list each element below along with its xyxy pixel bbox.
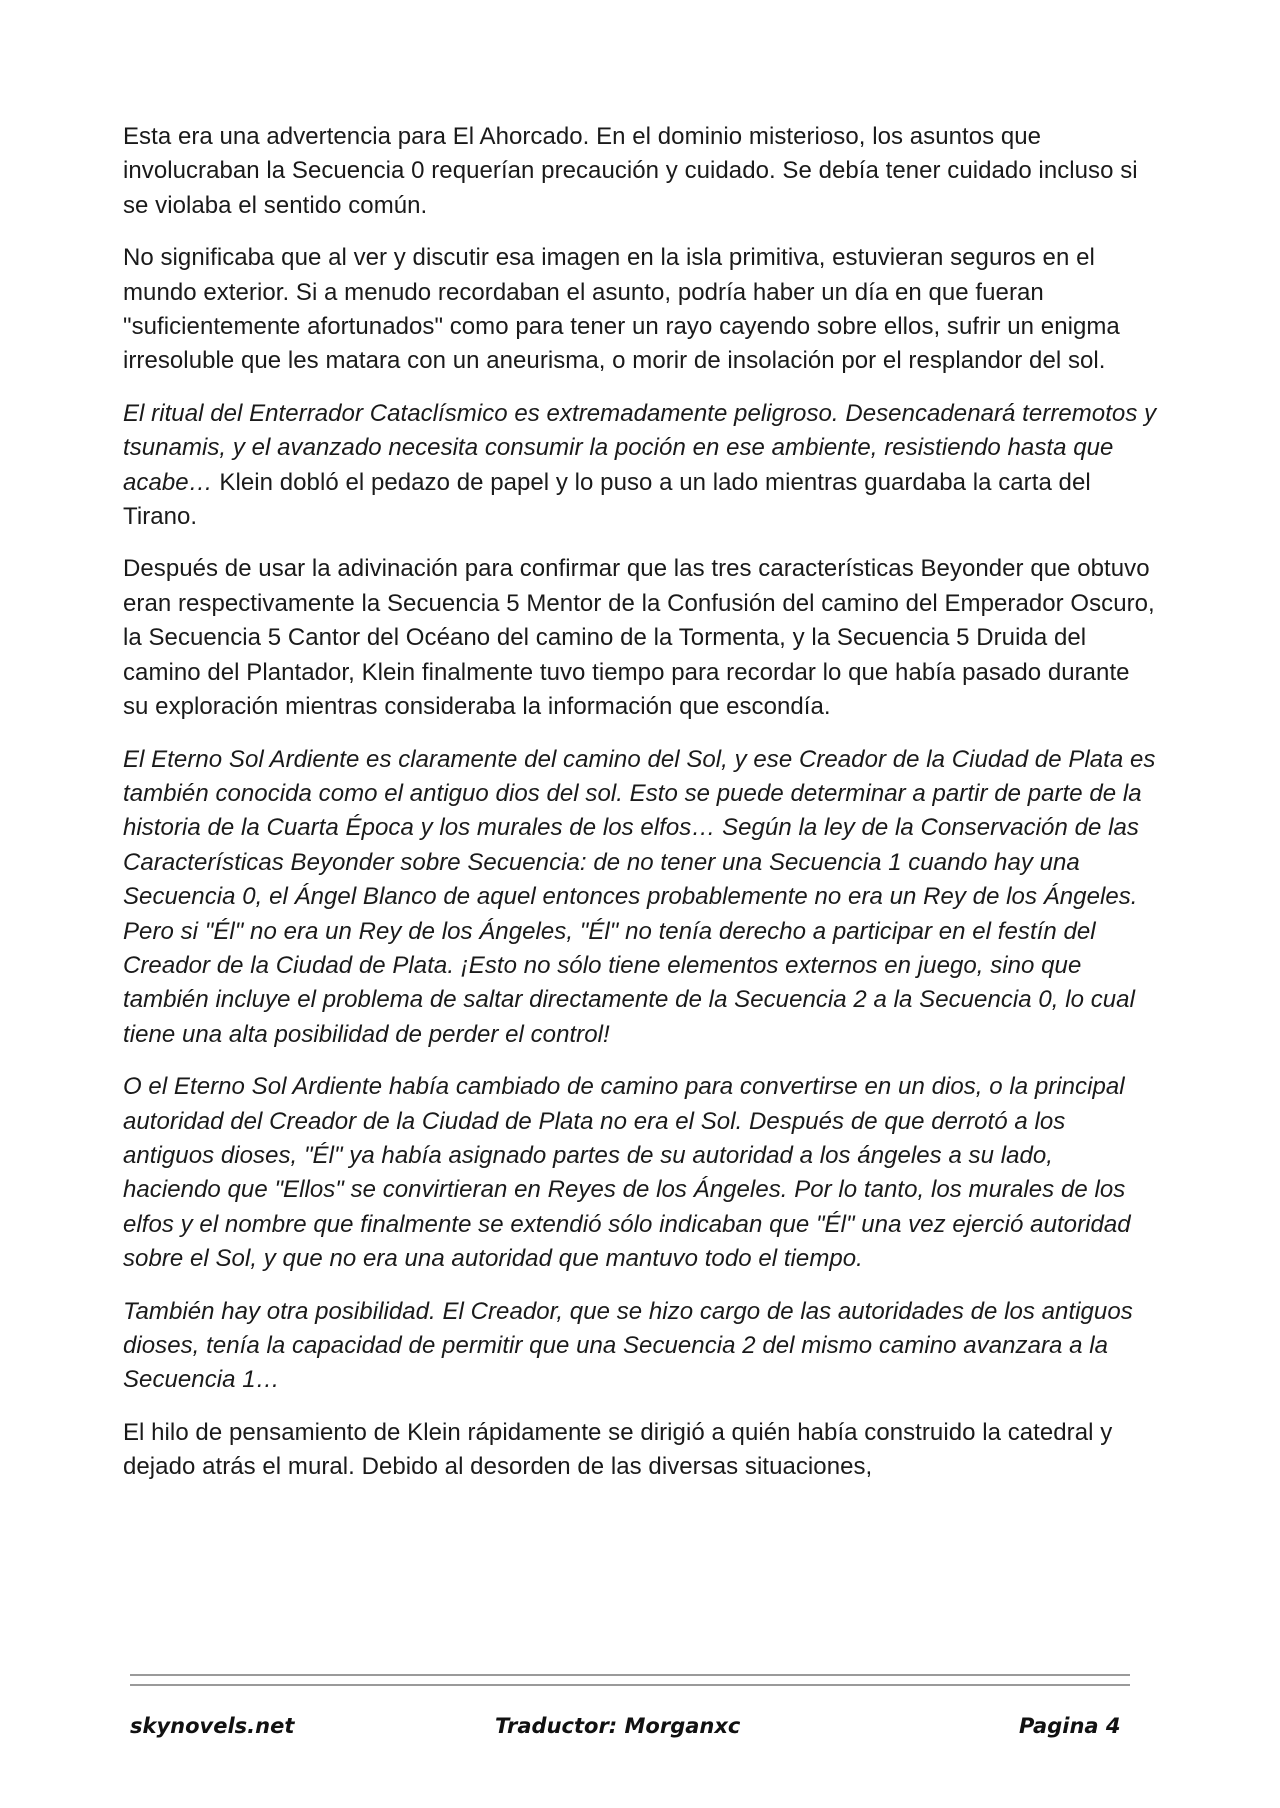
paragraph-3-italic: El ritual del Enterrador Cataclísmico es extremadamente peligroso. Desencadenará terremotos y tsunamis, y el avanzado necesita consumir la poción en ese ambiente, resistiendo hasta que acabe… (123, 399, 1157, 496)
footer-site: skynovels.net (130, 1714, 295, 1738)
paragraph-8-text: El hilo de pensamiento de Klein rápidamente se dirigió a quién había construido la catedral y dejado atrás el mural. Debido al desorden de las diversas situaciones, (123, 1418, 1113, 1481)
paragraph-6 (123, 1070, 1157, 1276)
paragraph-8 (123, 1416, 1157, 1485)
paragraph-7 (123, 1295, 1157, 1398)
paragraph-4-text: Después de usar la adivinación para confirmar que las tres características Beyonder que obtuvo eran respectivamente la Secuencia 5 Mentor de la Confusión del camino del Emperador Oscuro, la Secuencia 5 Cantor del Océano del camino de la Tormenta, y la Secuencia 5 Druida del camino del Plantador, Klein finalmente tuvo tiempo para recordar lo que había pasado durante su exploración mientras consideraba la información que escondía. (123, 555, 1155, 721)
footer-divider-top (130, 1674, 1130, 1676)
footer-page-number: Pagina 4 (1019, 1714, 1121, 1738)
footer-translator: Traductor: Morganxc (495, 1714, 741, 1738)
paragraph-3-text: Klein dobló el pedazo de papel y lo puso a un lado mientras guardaba la carta del Tirano. (123, 468, 1091, 531)
footer-divider-bottom (130, 1684, 1130, 1686)
paragraph-5-italic: El Eterno Sol Ardiente es claramente del camino del Sol, y ese Creador de la Ciudad de Plata es también conocida como el antiguo dios del sol. Esto se puede determinar a partir de parte de la historia de la Cuarta Época y los murales de los elfos… Según la ley de la Conservación de las Características Beyonder sobre Secuencia: de no tener una Secuencia 1 cuando hay una Secuencia 0, el Ángel Blanco de aquel entonces probablemente no era un Rey de los Ángeles. Pero si "Él" no era un Rey de los Ángeles, "Él" no tenía derecho a participar en el festín del Creador de la Ciudad de Plata. ¡Esto no sólo tiene elementos externos en juego, sino que también incluye el problema de saltar directamente de la Secuencia 2 a la Secuencia 0, lo cual tiene una alta posibilidad de perder el control! (123, 745, 1156, 1048)
paragraph-3 (123, 397, 1157, 535)
paragraph-1 (123, 120, 1157, 223)
paragraph-5 (123, 743, 1157, 1053)
paragraph-1-text: Esta era una advertencia para El Ahorcado. En el dominio misterioso, los asuntos que involucraban la Secuencia 0 requerían precaución y cuidado. Se debía tener cuidado incluso si se violaba el sentido común. (123, 123, 1138, 219)
paragraph-4 (123, 552, 1157, 724)
paragraph-6-italic: O el Eterno Sol Ardiente había cambiado de camino para convertirse en un dios, o la principal autoridad del Creador de la Ciudad de Plata no era el Sol. Después de que derrotó a los antiguos dioses, "Él" ya había asignado partes de su autoridad a los ángeles a su lado, haciendo que "Ellos" se convirtieran en Reyes de los Ángeles. Por lo tanto, los murales de los elfos y el nombre que finalmente se extendió sólo indicaban que "Él" una vez ejerció autoridad sobre el Sol, y que no era una autoridad que mantuvo todo el tiempo. (123, 1073, 1131, 1273)
page-body (123, 120, 1157, 1503)
paragraph-2-text: No significaba que al ver y discutir esa imagen en la isla primitiva, estuvieran seguros en el mundo exterior. Si a menudo recordaban el asunto, podría haber un día en que fueran "suficientemente afortunados" como para tener un rayo cayendo sobre ellos, sufrir un enigma irresoluble que les matara con un aneurisma, o morir de insolación por el resplandor del sol. (123, 244, 1120, 375)
paragraph-7-italic: También hay otra posibilidad. El Creador, que se hizo cargo de las autoridades de los antiguos dioses, tenía la capacidad de permitir que una Secuencia 2 del mismo camino avanzara a la Secuencia 1… (123, 1297, 1133, 1394)
paragraph-2 (123, 241, 1157, 379)
